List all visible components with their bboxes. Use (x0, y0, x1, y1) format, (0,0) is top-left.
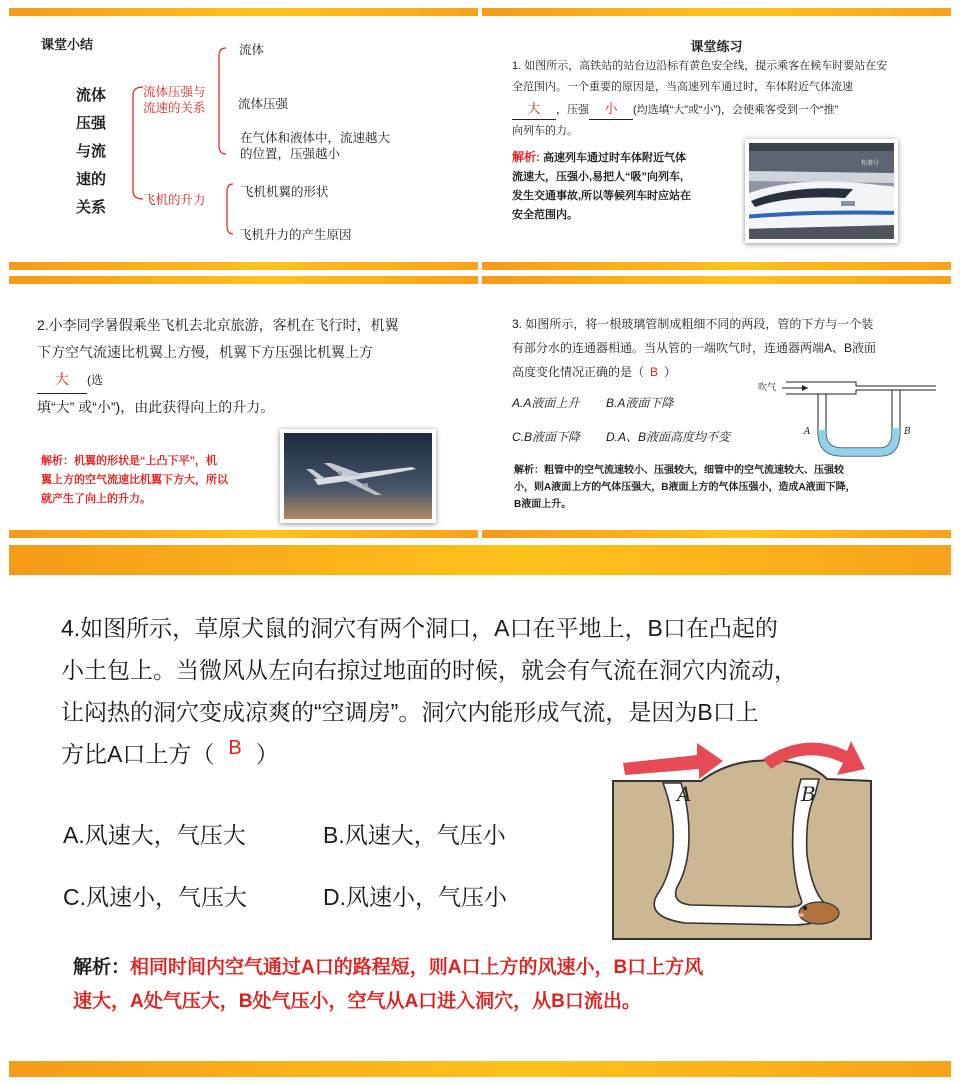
answer-blank-pressure: 大 (37, 366, 87, 394)
slide-bottom-bar (482, 262, 951, 270)
slide-top-bar (482, 276, 951, 284)
slide-top-bar (482, 8, 951, 16)
slide-top-bar (9, 276, 478, 284)
summary-item-lift-cause: 飞机升力的产生原因 (239, 228, 352, 242)
airplane-photo (280, 429, 436, 523)
option-b: B.风速大，气压小 (323, 822, 506, 848)
analysis-1: 解析: 高速列车通过时车体附近气体 流速大，压强小,易把人“吸”向列车, 发生交通事故,所以等候列车时应站在 安全范围内。 (512, 150, 692, 221)
slide-practice-3 (482, 276, 951, 538)
slide-bottom-bar (9, 530, 478, 538)
label-a: A (804, 427, 811, 437)
question-4: 4.如图所示，草原犬鼠的洞穴有两个洞口，A口在平地上，B口在凸起的 小土包上。当微风从左向右掠过地面的时候，就会有气流在洞穴内流动， 让闷热的洞穴变成凉爽的“空调房”。洞穴内能形成气流，是因为B口上 方比A口上方（ B ） (61, 615, 797, 767)
summary-branch-lift: 飞机的升力 (143, 193, 206, 207)
slide-practice-4 (9, 545, 951, 1077)
slide-bottom-bar (9, 1061, 951, 1077)
option-c: C.B液面下降 (512, 430, 581, 444)
slide-top-bar (9, 545, 951, 575)
slide-summary (9, 8, 478, 270)
practice-heading: 课堂练习 (690, 39, 743, 54)
answer-blank-pressure: 小 (589, 98, 633, 120)
blow-label: 吹气 (758, 383, 777, 393)
label-b: B (904, 427, 911, 437)
question-3: 3. 如图所示，将一根玻璃管制成粗细不同的两段，管的下方与一个装 有部分水的连通器相通。当从管的一端吹气时，连通器两端A、B液面 高度变化情况正确的是（ B ） (512, 317, 877, 379)
answer-blank-flow: 大 (512, 98, 556, 120)
question-2: 2.小李同学暑假乘坐飞机去北京旅游，客机在飞行时，机翼 下方空气流速比机翼上方慢，机翼下方压强比机翼上方 大 (选 填“大” 或“小”)，由此获得向上的升力。 (37, 317, 399, 415)
tube-diagram (752, 370, 942, 470)
option-a: A.风速大，气压大 (63, 822, 246, 848)
option-d: D.风速小，气压小 (323, 884, 507, 910)
option-b: B.A液面下降 (606, 396, 674, 410)
slide-practice-1 (482, 8, 951, 270)
question-1: 1. 如图所示，高铁站的站台边沿标有黄色安全线，提示乘客在候车时要站在安 全范围内。一个重要的原因是，当高速列车通过时，车体附近气体流速 大 ，压强 小 (均选填“大”或“小”)，会使乘客受到一个“推” 向列车的力。 (512, 60, 888, 137)
slide-practice-2 (9, 276, 478, 538)
summary-branch-pressure-flow: 流体压强与 流速的关系 (143, 85, 206, 115)
summary-item-rule: 在气体和液体中，流速越大 的位置，压强越小 (240, 131, 391, 161)
burrow-diagram (605, 735, 887, 950)
high-speed-train-photo (745, 139, 898, 243)
summary-heading: 课堂小结 (41, 37, 94, 52)
analysis-3: 解析：粗管中的空气流速较小、压强较大，细管中的空气流速较大、压强较 小，则A液面上方的气体压强大，B液面上方的气体压强小，造成A液面下降， B液面上升。 (514, 465, 856, 510)
label-b: B (801, 782, 816, 806)
answer-choice: B (228, 737, 242, 759)
summary-topic: 流体 压强 与流 速的 关系 (76, 87, 107, 216)
analysis-4: 解析：相同时间内空气通过A口的路程短，则A口上方的风速小，B口上方风 速大，A处气压大，B处气压小，空气从A口进入洞穴，从B口流出。 (73, 957, 704, 1012)
answer-choice: B (650, 365, 659, 379)
option-c: C.风速小，气压大 (63, 884, 247, 910)
slide-bottom-bar (482, 530, 951, 538)
train-sign-text: 和谐号 (861, 160, 880, 167)
option-d: D.A、B液面高度均不变 (606, 430, 731, 444)
summary-item-fluid-pressure: 流体压强 (238, 97, 289, 111)
summary-item-fluid: 流体 (239, 43, 265, 57)
label-a: A (677, 782, 692, 806)
analysis-2: 解析：机翼的形状是“上凸下平”，机 翼上方的空气流速比机翼下方大，所以 就产生了向上的升力。 (41, 455, 228, 505)
option-a: A.A液面上升 (512, 396, 580, 410)
summary-item-wing-shape: 飞机机翼的形状 (241, 185, 329, 199)
